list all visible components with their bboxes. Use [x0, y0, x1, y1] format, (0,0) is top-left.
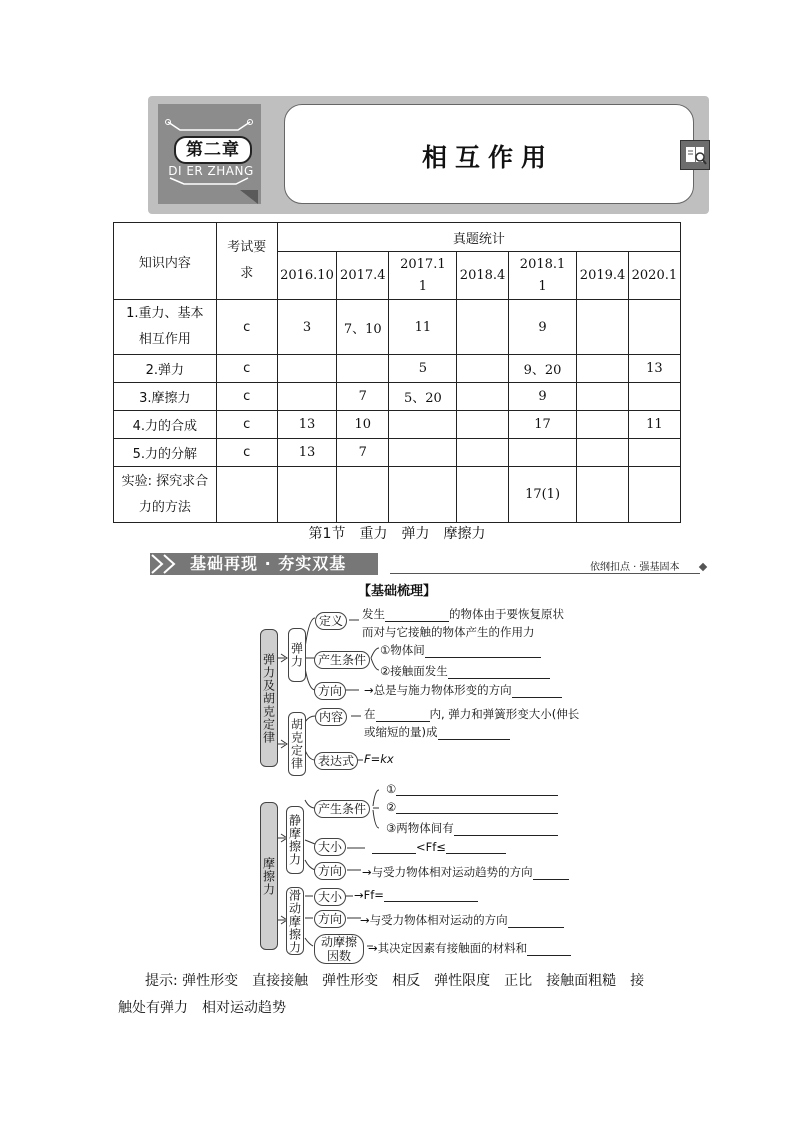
- table-cell: [457, 355, 508, 383]
- table-cell: 3: [277, 300, 336, 355]
- table-cell: [508, 439, 577, 467]
- year-cell: 2018.11: [508, 252, 577, 300]
- table-cell: 7: [337, 383, 389, 411]
- book-search-icon: [680, 140, 710, 170]
- table-cell: [457, 439, 508, 467]
- year-cell: 2017.4: [337, 252, 389, 300]
- dingyi-line1: 发生 的物体由于要恢复原状: [362, 607, 564, 621]
- exam-stats-table: [113, 222, 681, 523]
- table-cell: 7、10: [337, 300, 389, 355]
- node-huke: 胡克定律: [288, 712, 306, 776]
- node-daxiao2: 大小: [314, 888, 346, 906]
- jichu-slogan: 依纲扣点 · 强基固本: [590, 562, 680, 573]
- diamond-icon: [699, 563, 707, 571]
- cond-1: ①物体间: [380, 642, 541, 658]
- row-name: 实验: 探究求合力的方法: [114, 467, 217, 523]
- table-cell: 13: [277, 439, 336, 467]
- table-cell: 5: [389, 355, 457, 383]
- row-require: c: [216, 411, 277, 439]
- node-hua: 滑动摩擦力: [286, 887, 304, 955]
- node-fangxiang3: 方向: [314, 910, 346, 928]
- table-cell: [389, 439, 457, 467]
- table-cell: [389, 467, 457, 523]
- table-cell: 10: [337, 411, 389, 439]
- year-cell: 2019.4: [577, 252, 628, 300]
- row-name: 2.弹力: [114, 355, 217, 383]
- node-neirong: 内容: [315, 708, 347, 726]
- fangxiang2-text: →与受力物体相对运动趋势的方向: [362, 864, 569, 880]
- neirong-line1: 在 内, 弹力和弹簧形变大小(伸长: [364, 707, 580, 721]
- node-chansheng2: 产生条件: [314, 800, 370, 818]
- dingyi-line2: 而对与它接触的物体产生的作用力: [362, 625, 535, 639]
- table-cell: [277, 467, 336, 523]
- table-cell: [457, 467, 508, 523]
- f-cond-1: ①: [386, 782, 558, 796]
- table-cell: 11: [389, 300, 457, 355]
- node-jing: 静摩擦力: [286, 806, 304, 874]
- section-title: 第1节 重力 弹力 摩擦力: [308, 526, 486, 542]
- row-name: 3.摩擦力: [114, 383, 217, 411]
- jichu-label: 【基础梳理】: [357, 584, 436, 599]
- node-fangxiang: 方向: [314, 682, 346, 700]
- table-cell: [277, 383, 336, 411]
- f-cond-3: ③两物体间有: [386, 820, 558, 836]
- year-cell: 2016.10: [277, 252, 336, 300]
- hint-text: 提示: 弹性形变 直接接触 弹性形变 相反 弹性限度 正比 接触面粗糙 接触处有弹力 相对运动趋势: [118, 973, 645, 1016]
- table-cell: [577, 300, 628, 355]
- table-cell: 5、20: [389, 383, 457, 411]
- table-cell: [277, 355, 336, 383]
- table-cell: [457, 300, 508, 355]
- table-cell: 7: [337, 439, 389, 467]
- header-knowledge: 知识内容: [114, 223, 217, 300]
- table-cell: [457, 383, 508, 411]
- year-cell: 2020.1: [628, 252, 680, 300]
- fangxiang-text: →总是与施力物体形变的方向: [364, 682, 562, 698]
- table-cell: [337, 467, 389, 523]
- year-cell: 2017.11: [389, 252, 457, 300]
- table-cell: [577, 411, 628, 439]
- page-title: 相互作用: [421, 143, 554, 172]
- row-name: 1.重力、基本相互作用: [114, 300, 217, 355]
- node-dingyi: 定义: [315, 612, 347, 630]
- dongmoca-text: →其决定因素有接触面的材料和: [368, 940, 571, 956]
- year-cell: 2018.4: [457, 252, 508, 300]
- daxiao-text: <Ff≤: [372, 840, 506, 854]
- node-dongmoca: 动摩擦因数: [314, 934, 364, 964]
- table-cell: 11: [628, 411, 680, 439]
- table-cell: [577, 467, 628, 523]
- row-name: 4.力的合成: [114, 411, 217, 439]
- fangxiang3-text: →与受力物体相对运动的方向: [360, 912, 564, 928]
- divider: [390, 573, 700, 574]
- table-cell: [577, 355, 628, 383]
- chapter-label: 第二章: [174, 136, 252, 164]
- row-require: [216, 467, 277, 523]
- row-require: c: [216, 300, 277, 355]
- table-cell: [628, 300, 680, 355]
- header-require: 考试要求: [216, 223, 277, 300]
- daxiao2-text: →Ff=: [354, 888, 478, 902]
- node-biaodashi: 表达式: [314, 752, 358, 770]
- row-name: 5.力的分解: [114, 439, 217, 467]
- node-chansheng: 产生条件: [314, 651, 370, 669]
- table-cell: [628, 467, 680, 523]
- node-fangxiang2: 方向: [314, 862, 346, 880]
- cond-2: ②接触面发生: [380, 663, 550, 679]
- formula: F=kx: [364, 752, 394, 766]
- table-cell: [577, 439, 628, 467]
- table-cell: 17(1): [508, 467, 577, 523]
- node-daxiao: 大小: [314, 838, 346, 856]
- node-tanli: 弹力: [288, 628, 306, 682]
- table-cell: [628, 383, 680, 411]
- table-cell: [628, 439, 680, 467]
- row-require: c: [216, 383, 277, 411]
- header-stats: 真题统计: [277, 223, 680, 252]
- f-cond-2: ②: [386, 800, 558, 814]
- table-cell: [337, 355, 389, 383]
- table-cell: 9、20: [508, 355, 577, 383]
- table-cell: 13: [277, 411, 336, 439]
- table-cell: 9: [508, 383, 577, 411]
- neirong-line2: 或缩短的量)成: [364, 724, 510, 740]
- table-cell: [577, 383, 628, 411]
- chapter-pinyin: DI ER ZHANG: [168, 164, 254, 178]
- group-moca: 摩擦力: [260, 802, 278, 950]
- row-require: c: [216, 355, 277, 383]
- table-cell: 17: [508, 411, 577, 439]
- table-cell: 9: [508, 300, 577, 355]
- group-tanli-huke: 弹力及胡克定律: [260, 629, 278, 767]
- row-require: c: [216, 439, 277, 467]
- table-cell: [457, 411, 508, 439]
- table-cell: 13: [628, 355, 680, 383]
- jichu-banner: 基础再现 · 夯实双基: [190, 554, 347, 573]
- table-cell: [389, 411, 457, 439]
